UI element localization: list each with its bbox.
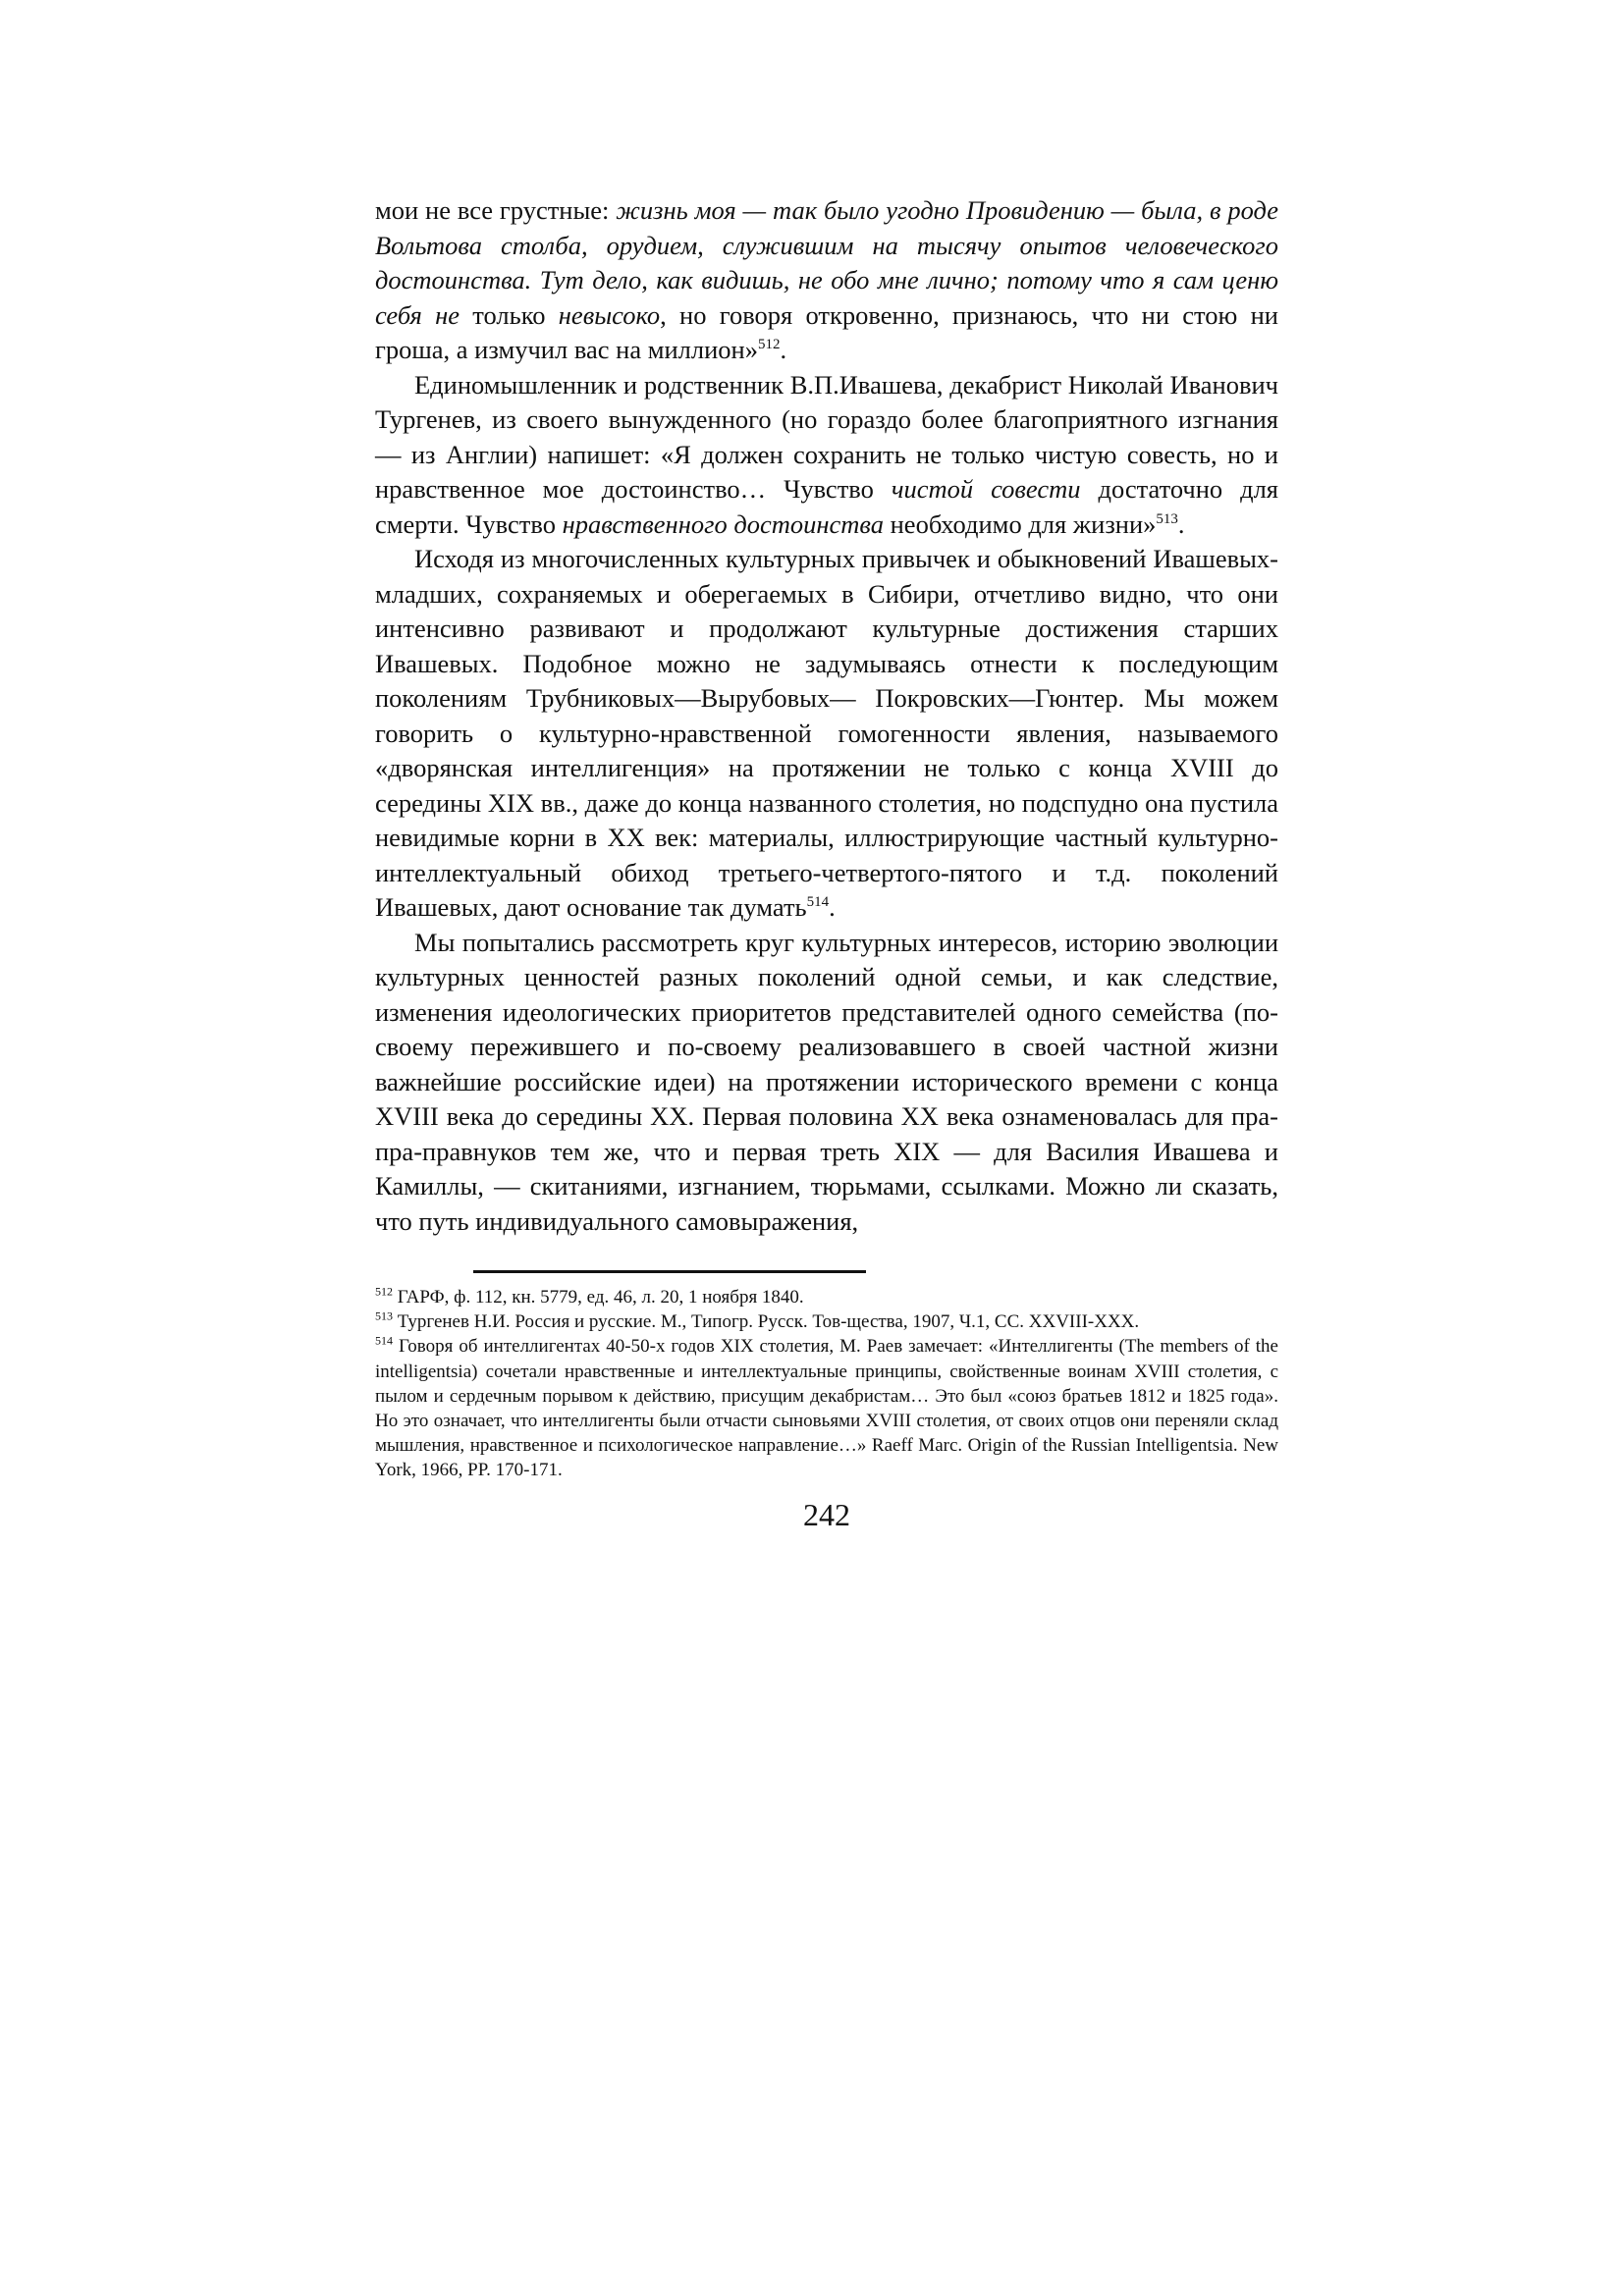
text-run: только: [460, 299, 559, 330]
text-run: Мы попытались рассмотреть круг культурных интересов, историю эволюции культурных ценностей разных поколений одной семьи, и как следствие, изменения идеологических приоритетов представителей одного семейства (по-своему пережившего и по-своему реализовавшего в своей частной жизни важнейшие российские идеи) на протяжении исторического времени с конца XVIII века до середины XX. Первая половина XX века ознаменовалась для пра-пра-правнуков тем же, что и первая треть XIX — для Василия Ивашева и Камиллы, — скитаниями, изгнанием, тюрьмами, ссылками. Можно ли сказать, что путь индивидуального самовыражения,: [375, 927, 1278, 1236]
text-run: необходимо для жизни»: [884, 508, 1157, 539]
text-run: Исходя из многочисленных культурных привычек и обыкновений Ивашевых-младших, сохраняемых и оберегаемых в Сибири, отчетливо видно, что они интенсивно развивают и продолжают культурные достижения старших Ивашевых. Подобное можно не задумываясь отнести к последующим поколениям Трубниковых—Вырубовых— Покровских—Гюнтер. Мы можем говорить о культурно-нравственной гомогенности явления, называемого «дворянская интеллигенция» на протяжении не только с конца XVIII до середины XIX вв., даже до конца названного столетия, но подспудно она пустила невидимые корни в XX век: материалы, иллюстрирующие частный культурно-интеллектуальный обиход третьего-четвертого-пятого и т.д. поколений Ивашевых, дают основание так думать: [375, 544, 1278, 922]
footnote-513: [375, 1309, 1278, 1334]
paragraph-p1: [375, 193, 1278, 368]
text-run: мои не все грустные:: [375, 195, 617, 225]
text-run: .: [829, 892, 836, 922]
italic-text: невысоко: [558, 299, 661, 330]
italic-text: нравственного достоинства: [562, 508, 884, 539]
footnotes: [375, 1285, 1278, 1483]
text-run: достаточно для смерти. Чувство: [375, 474, 1278, 539]
body-text: [375, 193, 1278, 1239]
paragraph-p3: [375, 542, 1278, 926]
text-run: , но говоря откровенно, признаюсь, что ни стою ни гроша, а измучил вас на миллион»: [375, 299, 1278, 364]
footnote-ref: 512: [757, 337, 781, 353]
footnote-number: 513: [375, 1308, 393, 1323]
footnote-ref: 513: [1156, 510, 1178, 527]
footnote-separator: [473, 1270, 866, 1273]
footnote-text: Говоря об интеллигентах 40-50-х годов XIX столетия, М. Раев замечает: «Интеллигенты (The members of the intelligentsia) сочетали нравственные и интеллектуальные принципы, свойственные воинам XVIII столетия, с пылом и сердечным порывом к действию, присущим декабристам… Это был «союз братьев 1812 и 1825 года». Но это означает, что интеллигенты были отчасти сыновьями XVIII столетия, от своих отцов они переняли склад мышления, нравственное и психологическое направление…» Raeff Marc. Origin of the Russian Intelligentsia. New York, 1966, PP. 170-171.: [375, 1336, 1278, 1481]
footnote-text: ГАРФ, ф. 112, кн. 5779, ед. 46, л. 20, 1 ноября 1840.: [393, 1287, 804, 1308]
paragraph-p4: [375, 926, 1278, 1240]
italic-text: жизнь моя — так было угодно Провидению — была, в роде Вольтова столба, орудием, служившим на тысячу опытов человечеcкого достоинства. Тут дело, как видишь, не обо мне лично; потому что я сам ценю себя не: [375, 195, 1278, 330]
footnote-512: [375, 1285, 1278, 1309]
footnote-number: 512: [375, 1284, 393, 1299]
footnote-514: [375, 1334, 1278, 1482]
text-run: .: [780, 335, 787, 364]
footnote-text: Тургенев Н.И. Россия и русские. М., Типогр. Русск. Тов-щества, 1907, Ч.1, СС. XXVIII-XXX.: [393, 1311, 1140, 1333]
paragraph-p2: [375, 368, 1278, 543]
document-page: [375, 193, 1278, 1483]
footnote-ref: 514: [806, 894, 830, 911]
text-run: .: [1177, 508, 1185, 539]
text-run: Единомышленник и родственник В.П.Ивашева, декабрист Николай Иванович Тургенев, из своего вынужденного (но гораздо более благоприятного изгнания — из Англии) напишет: «Я должен сохранить не только чистую совесть, но и нравственное мое достоинство… Чувство: [375, 369, 1278, 504]
page-number: 242: [803, 1497, 850, 1532]
footnote-number: 514: [375, 1334, 393, 1349]
italic-text: чистой совести: [891, 474, 1081, 504]
